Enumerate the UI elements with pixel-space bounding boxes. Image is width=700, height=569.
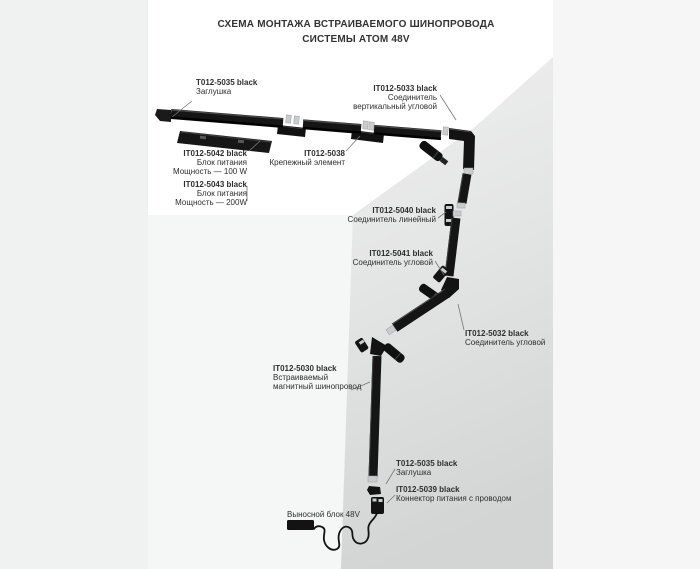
label-vertical-corner-connector: IT012-5033 black Соединитель вертикальный угловой (353, 84, 437, 111)
label-corner-connector-inner: IT012-5041 black Соединитель угловой (352, 249, 433, 267)
label-end-cap-top: T012-5035 black Заглушка (196, 78, 258, 96)
page-title (150, 17, 562, 47)
label-corner-connector-outer: IT012-5032 black Соединитель угловой (465, 329, 546, 347)
label-end-cap-bottom: T012-5035 black Заглушка (396, 459, 458, 477)
label-mounting-element: IT012-5038 Крепежный элемент (269, 149, 345, 167)
label-psu-100w: IT012-5042 black Блок питания Мощность — 100 W (172, 149, 247, 176)
label-power-connector: IT012-5039 black Коннектор питания с проводом (396, 485, 512, 503)
label-psu-200w: IT012-5043 black Блок питания Мощность — 200W (175, 180, 247, 207)
right-panel (553, 0, 700, 569)
label-linear-connector: IT012-5040 black Соединитель линейный (347, 206, 436, 224)
title-line-2: СИСТЕМЫ АТОМ 48V (302, 34, 410, 45)
title-line-1: СХЕМА МОНТАЖА ВСТРАИВАЕМОГО ШИНОПРОВОДА (217, 19, 495, 30)
label-magnetic-track: IT012-5030 black Встраиваемый магнитный шинопровод (273, 364, 362, 391)
label-remote-psu: Выносной блок 48V (287, 510, 360, 519)
remote-psu-box (287, 520, 314, 530)
